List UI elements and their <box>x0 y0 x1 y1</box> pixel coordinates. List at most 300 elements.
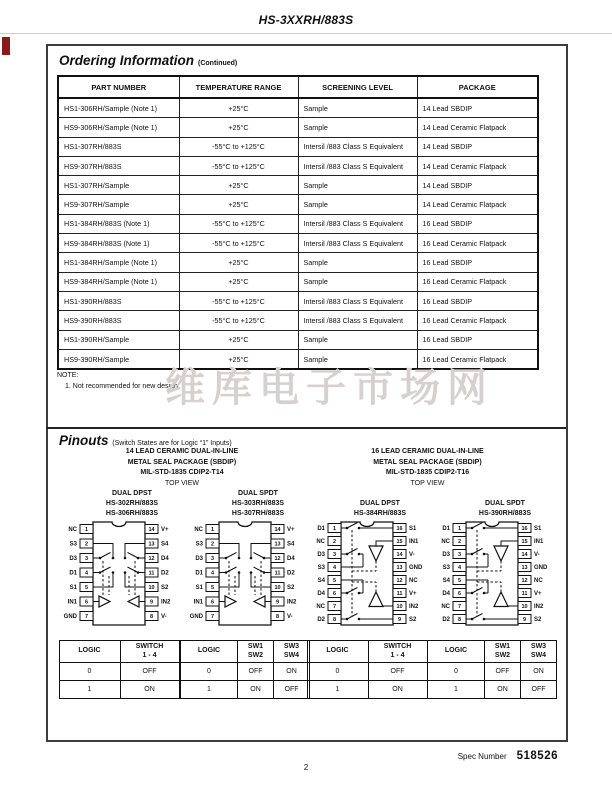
switch-table-row <box>428 663 557 681</box>
pin-number: 12 <box>274 556 281 562</box>
switch-contact-dot <box>137 557 140 560</box>
pin-number: 8 <box>332 617 337 623</box>
table-cell: Sample <box>298 253 417 272</box>
pin-label: V+ <box>534 591 542 597</box>
table-cell: Intersil /883 Class S Equivalent <box>298 137 417 156</box>
pin-label: D1 <box>317 526 325 532</box>
chip-title-block <box>422 486 562 519</box>
pin-number: 11 <box>521 591 528 597</box>
pin-label: V- <box>287 614 293 620</box>
pin-number: 16 <box>521 526 528 532</box>
pin-label: D4 <box>317 591 325 597</box>
switch-table-cell: 0 <box>59 663 120 681</box>
table-cell: Intersil /883 Class S Equivalent <box>298 291 417 310</box>
table-cell: 14 Lead SBDIP <box>417 98 538 118</box>
table-cell: +25°C <box>179 195 298 214</box>
switch-table-row <box>181 663 310 681</box>
top-view-label: TOP VIEW <box>410 479 445 487</box>
package-header-line: 14 LEAD CERAMIC DUAL-IN-LINE <box>125 448 239 455</box>
pinouts-heading <box>59 433 232 448</box>
chip-part-number: HS-302RH/883S <box>105 500 159 507</box>
pin-number: 3 <box>84 556 89 562</box>
switch-table-cell: 1 <box>428 681 485 699</box>
table-cell: HS1-384RH/883S (Note 1) <box>58 214 179 233</box>
switch-table-row <box>181 681 310 699</box>
pin-number: 8 <box>275 614 280 620</box>
chip-type-label: DUAL DPST <box>360 500 400 507</box>
table-cell: 16 Lead SBDIP <box>417 330 538 349</box>
table-cell: HS9-307RH/Sample <box>58 195 179 214</box>
pin-number: 8 <box>149 614 154 620</box>
switch-table-header-line: SW2 <box>494 651 511 659</box>
table-cell: +25°C <box>179 349 298 369</box>
switch-contact-dot <box>346 553 349 556</box>
table-cell: HS1-390RH/Sample <box>58 330 179 349</box>
table-cell: HS9-390RH/Sample <box>58 349 179 369</box>
ordering-information-heading <box>59 53 237 68</box>
switch-table-header <box>59 641 120 663</box>
switch-table-row <box>428 681 557 699</box>
switch-contact-dot <box>137 571 140 574</box>
pin-label: NC <box>441 604 450 610</box>
table-cell: Sample <box>298 176 417 195</box>
table-cell: +25°C <box>179 176 298 195</box>
pin-number: 1 <box>210 527 215 533</box>
table-cell: HS1-390RH/883S <box>58 291 179 310</box>
table-cell: HS1-307RH/Sample <box>58 176 179 195</box>
table-cell: HS9-307RH/883S <box>58 156 179 175</box>
chip-hs-384rh-883s <box>297 486 437 699</box>
switch-table-header <box>181 641 238 663</box>
switch-table-header <box>368 641 427 663</box>
pin-label: S3 <box>317 565 325 571</box>
table-cell: Sample <box>298 349 417 369</box>
table-cell: HS9-390RH/883S <box>58 311 179 330</box>
table-cell: 16 Lead SBDIP <box>417 291 538 310</box>
pin-label: NC <box>194 527 203 533</box>
pin-number: 14 <box>274 527 281 533</box>
pin-label: D3 <box>317 552 325 558</box>
ordering-table-body <box>58 98 538 369</box>
pin-number: 10 <box>396 604 403 610</box>
pin-number: 13 <box>521 565 528 571</box>
pin-label: S4 <box>161 541 169 548</box>
chip-title-block <box>175 486 315 519</box>
column-header-screening-level: SCREENING LEVEL <box>298 76 417 98</box>
table-row <box>58 330 538 349</box>
pin-number: 2 <box>332 539 337 545</box>
pin-number: 7 <box>457 604 462 610</box>
table-cell: -55°C to +125°C <box>179 311 298 330</box>
table-row <box>58 156 538 175</box>
switch-table-header-line: SW2 <box>247 651 264 659</box>
pin-number: 10 <box>521 604 528 610</box>
note-text: 1. Not recommended for new design. <box>65 383 180 390</box>
table-cell: +25°C <box>179 253 298 272</box>
table-cell: HS9-306RH/Sample (Note 1) <box>58 118 179 137</box>
pin-label: S2 <box>161 585 169 591</box>
switch-table-cell: OFF <box>238 663 274 681</box>
switch-contact-dot <box>250 557 253 560</box>
pin-number: 10 <box>148 585 155 591</box>
spec-number-label: Spec Number <box>457 752 507 761</box>
switch-table-cell: 1 <box>181 681 238 699</box>
pin-label: S1 <box>409 526 417 532</box>
switch-table-header <box>428 641 485 663</box>
table-row <box>58 176 538 195</box>
switch-table-header-line: SWITCH <box>135 643 164 650</box>
table-cell: HS9-384RH/883S (Note 1) <box>58 234 179 253</box>
switch-table-header-line: SW3 <box>283 643 300 650</box>
switch-contact-dot <box>346 592 349 595</box>
table-row <box>58 253 538 272</box>
switch-table-header-line: SW1 <box>247 643 264 650</box>
switch-table-header-line: SW3 <box>530 643 547 650</box>
pin-number: 14 <box>396 552 403 558</box>
column-header-temperature-range: TEMPERATURE RANGE <box>179 76 298 98</box>
pin-number: 3 <box>210 556 215 562</box>
chip-body <box>466 522 518 625</box>
pin-label: IN2 <box>409 604 419 610</box>
switch-state-table <box>427 640 557 699</box>
table-cell: Intersil /883 Class S Equivalent <box>298 234 417 253</box>
switch-contact-dot <box>124 571 127 574</box>
switch-table-header-line: 1 - 4 <box>390 651 405 659</box>
switch-table-header <box>307 641 368 663</box>
pin-number: 5 <box>84 585 89 591</box>
pin-label: IN2 <box>161 599 171 606</box>
pin-label: D2 <box>317 617 325 623</box>
pin-number: 11 <box>396 591 403 597</box>
table-cell: 14 Lead SBDIP <box>417 176 538 195</box>
pin-label: D1 <box>69 570 77 577</box>
pin-number: 12 <box>396 578 403 584</box>
pin-label: S1 <box>534 526 542 532</box>
switch-table-cell: ON <box>368 681 427 699</box>
note-label: NOTE: <box>57 372 79 379</box>
switch-table-cell: ON <box>274 663 310 681</box>
pin-number: 11 <box>274 570 281 577</box>
chip-part-number: HS-306RH/883S <box>105 510 159 517</box>
pin-label: D4 <box>287 556 295 562</box>
switch-contact-dot <box>250 571 253 574</box>
pin-number: 9 <box>149 599 154 606</box>
table-cell: -55°C to +125°C <box>179 214 298 233</box>
switch-table-cell: 0 <box>181 663 238 681</box>
switch-table-header-line: SW4 <box>530 651 547 659</box>
switch-contact-dot <box>483 553 486 556</box>
switch-table-cell: OFF <box>274 681 310 699</box>
pin-number: 6 <box>457 591 462 597</box>
pin-number: 5 <box>210 585 215 591</box>
pin-label: S4 <box>442 578 450 584</box>
pin-label: GND <box>189 614 203 620</box>
switch-table-header-line: LOGIC <box>326 647 349 655</box>
switch-table-header-line: LOGIC <box>444 647 468 655</box>
ordering-table <box>57 75 539 370</box>
pin-label: S2 <box>534 617 542 623</box>
chip-diagram <box>297 519 437 633</box>
spec-number-footer <box>458 746 558 764</box>
switch-contact-dot <box>238 557 241 560</box>
pin-label: GND <box>409 565 423 571</box>
switch-table-header-line: LOGIC <box>78 647 101 655</box>
pin-label: V- <box>409 552 415 558</box>
table-cell: HS1-306RH/Sample (Note 1) <box>58 98 179 118</box>
chip-hs-390rh-883s <box>422 486 562 699</box>
pin-number: 13 <box>274 541 281 548</box>
pin-label: S3 <box>195 541 203 548</box>
pin-label: NC <box>316 604 325 610</box>
pin-label: D1 <box>442 526 450 532</box>
table-cell: Sample <box>298 98 417 118</box>
ordering-continued: (Continued) <box>198 60 238 67</box>
pin-number: 12 <box>521 578 528 584</box>
switch-table-header-line: LOGIC <box>197 647 221 655</box>
pinouts-title: Pinouts <box>59 433 109 448</box>
column-header-part-number: PART NUMBER <box>58 76 179 98</box>
package-header-16-lead <box>310 447 545 489</box>
pin-label: NC <box>409 578 418 584</box>
switch-contact-dot <box>346 618 349 621</box>
switch-contact-dot <box>263 557 266 560</box>
pin-label: NC <box>68 527 77 533</box>
table-cell: Sample <box>298 330 417 349</box>
chip-type-label: DUAL DPST <box>112 490 152 497</box>
switch-table-cell: OFF <box>521 681 557 699</box>
switch-contact-dot <box>225 557 228 560</box>
table-row <box>58 291 538 310</box>
table-cell: Sample <box>298 272 417 291</box>
page-number: 2 <box>303 763 309 772</box>
switch-table-header <box>238 641 274 663</box>
pin-label: S1 <box>195 585 203 591</box>
pin-number: 4 <box>84 570 89 577</box>
switch-table-cell: 1 <box>59 681 120 699</box>
watermark-text: 维库电子市场网 <box>165 365 494 410</box>
pin-label: S4 <box>287 541 295 548</box>
switch-table-cell: 0 <box>307 663 368 681</box>
table-row <box>58 272 538 291</box>
pin-number: 1 <box>84 527 89 533</box>
switch-contact-dot <box>483 592 486 595</box>
table-cell: 16 Lead Ceramic Flatpack <box>417 234 538 253</box>
switch-contact-dot <box>112 571 115 574</box>
table-row <box>58 311 538 330</box>
chip-diagram <box>49 519 189 633</box>
table-cell: Sample <box>298 195 417 214</box>
pin-label: S2 <box>409 617 417 623</box>
pin-label: V- <box>161 614 167 620</box>
switch-table-header-row <box>181 641 310 663</box>
switch-contact-dot <box>263 571 266 574</box>
table-cell: +25°C <box>179 118 298 137</box>
pin-label: IN1 <box>193 599 203 606</box>
pin-number: 9 <box>397 617 402 623</box>
table-cell: 14 Lead Ceramic Flatpack <box>417 118 538 137</box>
pin-label: IN2 <box>287 599 297 606</box>
package-header-line: METAL SEAL PACKAGE (SBDIP) <box>373 458 482 466</box>
pin-label: D2 <box>161 570 169 577</box>
pin-label: V+ <box>287 527 295 533</box>
pin-number: 9 <box>522 617 527 623</box>
package-header-14-lead <box>57 447 307 489</box>
table-cell: 14 Lead Ceramic Flatpack <box>417 195 538 214</box>
switch-contact-dot <box>225 571 228 574</box>
pin-number: 1 <box>332 526 337 532</box>
section-divider <box>46 427 566 429</box>
switch-contact-dot <box>124 557 127 560</box>
table-cell: +25°C <box>179 330 298 349</box>
header-divider <box>0 33 612 34</box>
pin-number: 5 <box>457 578 462 584</box>
pin-number: 7 <box>210 614 215 620</box>
pin-label: GND <box>534 565 548 571</box>
pin-number: 11 <box>148 570 155 577</box>
switch-table-row <box>307 663 427 681</box>
pin-number: 6 <box>332 591 337 597</box>
page-title: HS-3XXRH/883S <box>258 13 354 27</box>
switch-contact-dot <box>471 618 474 621</box>
switch-table-header-row <box>307 641 427 663</box>
switch-contact-dot <box>358 592 361 595</box>
package-header-line: 16 LEAD CERAMIC DUAL-IN-LINE <box>371 448 484 455</box>
table-cell: +25°C <box>179 272 298 291</box>
pinouts-subtitle: (Switch States are for Logic “1” Inputs) <box>112 440 232 447</box>
switch-contact-dot <box>238 571 241 574</box>
pin-number: 5 <box>332 578 337 584</box>
table-cell: Intersil /883 Class S Equivalent <box>298 311 417 330</box>
switch-contact-dot <box>358 553 361 556</box>
table-cell: -55°C to +125°C <box>179 156 298 175</box>
table-row <box>58 195 538 214</box>
pin-label: D1 <box>195 570 203 577</box>
table-cell: Intersil /883 Class S Equivalent <box>298 156 417 175</box>
table-cell: 14 Lead SBDIP <box>417 137 538 156</box>
package-header-line: MIL-STD-1835 CDIP2-T16 <box>385 469 470 476</box>
switch-table-header-line: 1 - 4 <box>142 651 157 659</box>
pin-number: 13 <box>148 541 155 548</box>
table-cell: 14 Lead Ceramic Flatpack <box>417 156 538 175</box>
switch-state-table <box>307 640 428 699</box>
table-cell: 16 Lead Ceramic Flatpack <box>417 272 538 291</box>
switch-table-cell: OFF <box>368 663 427 681</box>
pin-label: S3 <box>69 541 77 548</box>
table-cell: -55°C to +125°C <box>179 234 298 253</box>
chip-title-block <box>297 486 437 519</box>
switch-contact-dot <box>471 527 474 530</box>
pin-number: 12 <box>148 556 155 562</box>
chip-part-number: HS-390RH/883S <box>478 510 532 517</box>
pin-label: S1 <box>69 585 77 591</box>
pin-label: V- <box>534 552 540 558</box>
switch-table-row <box>59 681 179 699</box>
chip-type-label: DUAL SPDT <box>238 490 278 497</box>
switch-contact-dot <box>99 557 102 560</box>
chip-hs-302rh-883s <box>49 486 189 699</box>
chip-hs-303rh-883s <box>175 486 315 699</box>
chip-diagram <box>422 519 562 633</box>
ordering-title: Ordering Information <box>59 53 194 68</box>
switch-state-table <box>59 640 180 699</box>
switch-contact-dot <box>483 618 486 621</box>
switch-table-cell: ON <box>238 681 274 699</box>
pin-number: 4 <box>457 565 462 571</box>
pin-number: 1 <box>457 526 462 532</box>
switch-table-cell: ON <box>521 663 557 681</box>
pin-label: NC <box>534 578 543 584</box>
switch-table-cell: 1 <box>307 681 368 699</box>
table-cell: 16 Lead SBDIP <box>417 214 538 233</box>
pin-label: D2 <box>287 570 295 577</box>
table-row <box>58 234 538 253</box>
table-row <box>58 214 538 233</box>
switch-table-header-row <box>428 641 557 663</box>
table-cell: Sample <box>298 118 417 137</box>
chip-part-number: HS-303RH/883S <box>231 500 285 507</box>
pin-number: 2 <box>457 539 462 545</box>
switch-contact-dot <box>483 527 486 530</box>
switch-contact-dot <box>471 592 474 595</box>
pin-number: 13 <box>396 565 403 571</box>
pin-label: S2 <box>287 585 295 591</box>
pin-number: 15 <box>396 539 403 545</box>
pin-number: 14 <box>521 552 528 558</box>
pin-number: 6 <box>84 599 89 606</box>
switch-table-cell: ON <box>485 681 521 699</box>
spec-number-value: 518526 <box>516 750 558 762</box>
table-cell: 16 Lead Ceramic Flatpack <box>417 349 538 369</box>
package-header-line: MIL-STD-1835 CDIP2-T14 <box>140 469 224 476</box>
switch-table-header-line: SW4 <box>283 651 300 659</box>
table-cell: HS1-384RH/Sample (Note 1) <box>58 253 179 272</box>
pin-label: D4 <box>161 556 169 562</box>
switch-table-cell: OFF <box>120 663 179 681</box>
chip-diagram <box>175 519 315 633</box>
pin-number: 4 <box>332 565 337 571</box>
switch-table-cell: ON <box>120 681 179 699</box>
package-header-line: METAL SEAL PACKAGE (SBDIP) <box>127 458 237 466</box>
switch-table-cell: OFF <box>485 663 521 681</box>
switch-table-cell: 0 <box>428 663 485 681</box>
column-header-package: PACKAGE <box>417 76 538 98</box>
pin-label: D4 <box>442 591 450 597</box>
pin-label: V+ <box>409 591 417 597</box>
pin-label: D3 <box>195 556 203 562</box>
pin-label: S3 <box>442 565 450 571</box>
switch-contact-dot <box>358 527 361 530</box>
switch-contact-dot <box>346 527 349 530</box>
switch-contact-dot <box>471 553 474 556</box>
table-cell: 16 Lead Ceramic Flatpack <box>417 311 538 330</box>
table-cell: 16 Lead SBDIP <box>417 253 538 272</box>
pin-number: 8 <box>457 617 462 623</box>
pin-label: D2 <box>442 617 450 623</box>
table-row <box>58 98 538 118</box>
pin-number: 2 <box>210 541 215 548</box>
pin-number: 6 <box>210 599 215 606</box>
switch-contact-dot <box>358 618 361 621</box>
table-cell: +25°C <box>179 98 298 118</box>
switch-table-header <box>120 641 179 663</box>
chip-part-number: HS-307RH/883S <box>231 510 285 517</box>
table-cell: -55°C to +125°C <box>179 291 298 310</box>
pin-number: 10 <box>274 585 281 591</box>
table-row <box>58 118 538 137</box>
pin-number: 14 <box>148 527 155 533</box>
pin-number: 7 <box>332 604 337 610</box>
red-margin-mark <box>2 37 10 55</box>
